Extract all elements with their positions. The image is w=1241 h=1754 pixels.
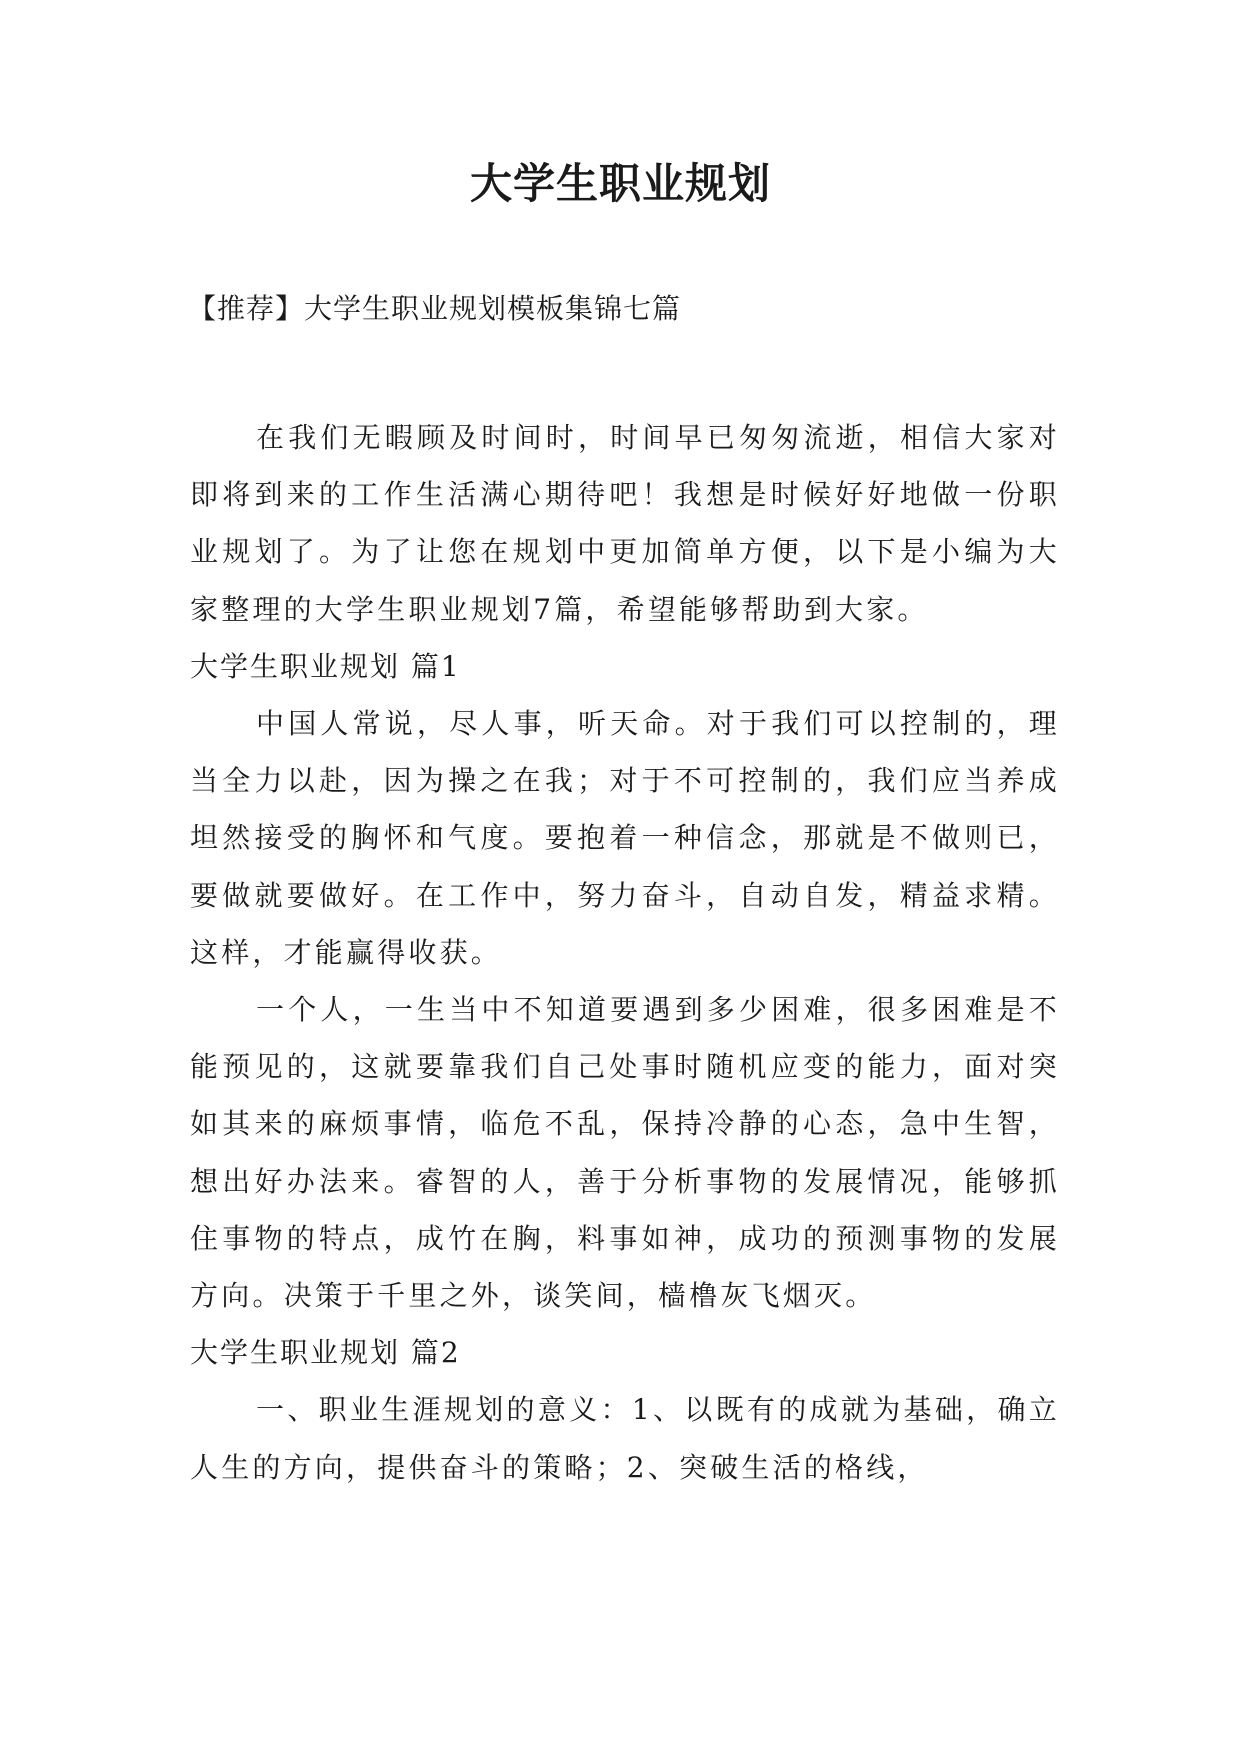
section-heading-1: 大学生职业规划 篇1 <box>190 649 461 683</box>
intro-paragraph: 在我们无暇顾及时间时，时间早已匆匆流逝，相信大家对即将到来的工作生活满心期待吧！我想是时候好好地做一份职业规划了。为了让您在规划中更加简单方便，以下是小编为大家整理的大学生职业规划7篇，希望能够帮助到大家。 <box>190 421 1060 626</box>
document-body <box>190 409 1060 1496</box>
section-1-paragraph-2: 一个人，一生当中不知道要遇到多少困难，很多困难是不能预见的，这就要靠我们自己处事时随机应变的能力，面对突如其来的麻烦事情，临危不乱，保持冷静的心态，急中生智，想出好办法来。睿智的人，善于分析事物的发展情况，能够抓住事物的特点，成竹在胸，料事如神，成功的预测事物的发展方向。决策于千里之外，谈笑间，樯橹灰飞烟灭。 <box>190 993 1060 1313</box>
section-2-paragraph-1: 一、职业生涯规划的意义：1、以既有的成就为基础，确立人生的方向，提供奋斗的策略；2、突破生活的格线， <box>190 1393 1060 1484</box>
document-subtitle: 【推荐】大学生职业规划模板集锦七篇 <box>188 292 682 325</box>
section-1-paragraph-1: 中国人常说，尽人事，听天命。对于我们可以控制的，理当全力以赴，因为操之在我；对于不可控制的，我们应当养成坦然接受的胸怀和气度。要抱着一种信念，那就是不做则已，要做就要做好。在工作中，努力奋斗，自动自发，精益求精。这样，才能赢得收获。 <box>190 707 1060 969</box>
section-heading-2: 大学生职业规划 篇2 <box>190 1336 461 1370</box>
page-title: 大学生职业规划 <box>469 159 771 208</box>
